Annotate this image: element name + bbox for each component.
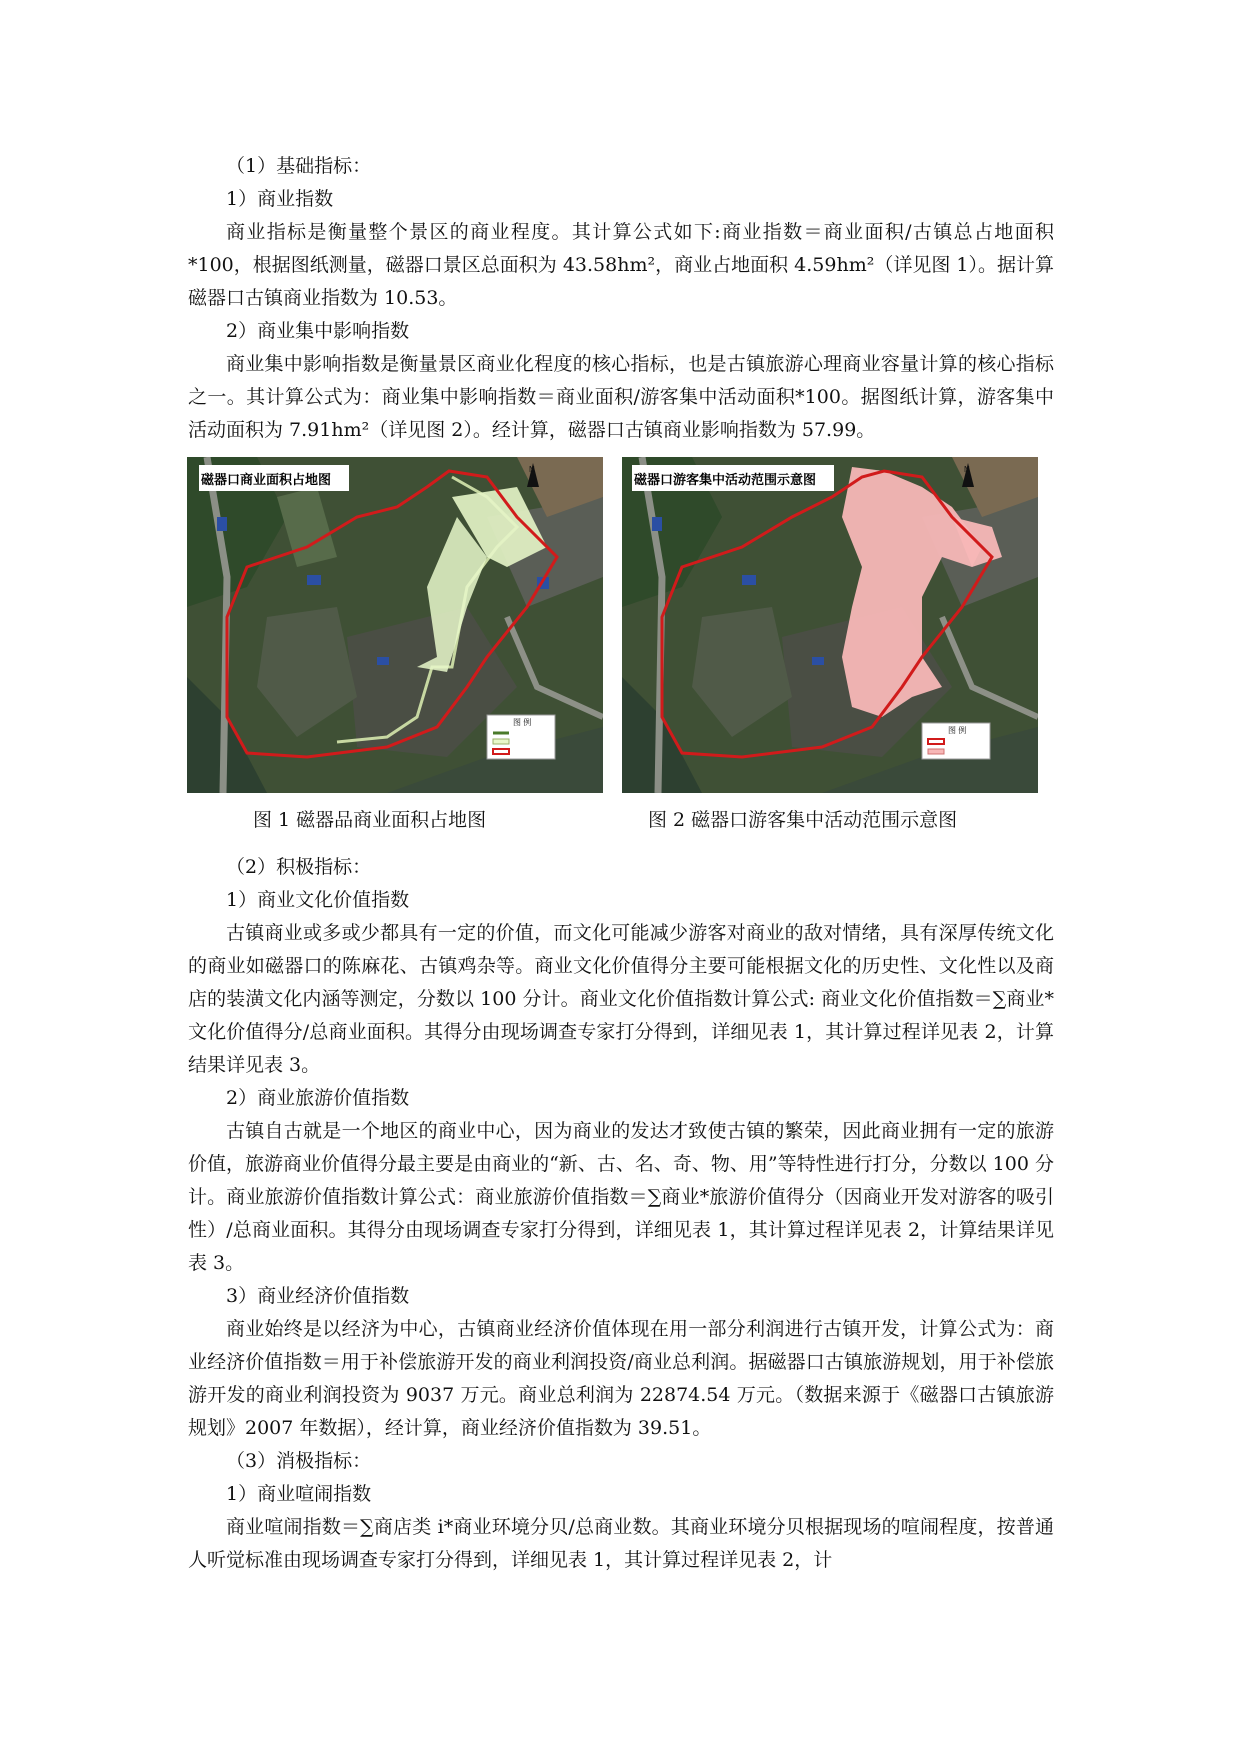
paragraph-economy: 商业始终是以经济为中心，古镇商业经济价值体现在用一部分利润进行古镇开发，计算公式为：商业经济价值指数＝用于补偿旅游开发的商业利润投资/商业总利润。据磁器口古镇旅游规划，用于补偿旅游开发的商业利润投资为 9037 万元。商业总利润为 22874.54 万元。（数据来源于《磁器口古镇旅游规划》2007 年数据），经计算，商业经济价值指数为 39.51。	[188, 1318, 1054, 1439]
tourist-activity-map	[622, 457, 1038, 793]
figure-2	[622, 457, 1038, 835]
map-title-box: 磁器口商业面积占地图	[201, 473, 332, 488]
figure-caption: 图 2 磁器口游客集中活动范围示意图	[648, 809, 958, 831]
map-legend-title: 图 例	[948, 726, 967, 735]
section-heading-positive: （2）积极指标：	[226, 856, 372, 878]
map-legend-title: 图 例	[513, 718, 532, 727]
document-body	[188, 150, 1054, 1577]
map-title-box: 磁器口游客集中活动范围示意图	[634, 473, 817, 488]
section-heading-negative: （3）消极指标：	[226, 1450, 372, 1472]
paragraph-culture: 古镇商业或多或少都具有一定的价值，而文化可能减少游客对商业的敌对情绪，具有深厚传统文化的商业如磁器口的陈麻花、古镇鸡杂等。商业文化价值得分主要可能根据文化的历史性、文化性以及商店的装潢文化内涵等测定，分数以 100 分计。商业文化价值指数计算公式: 商业文化价值指数＝∑商业*文化价值得分/总商业面积。其得分由现场调查专家打分得到，详细见表 1，其计算过程详见表 2，计算结果详见表 3。	[188, 922, 1054, 1076]
figure-caption: 图 1 磁器品商业面积占地图	[253, 809, 487, 831]
paragraph-commerce-index: 商业指标是衡量整个景区的商业程度。其计算公式如下:商业指数＝商业面积/古镇总占地面积*100，根据图纸测量，磁器口景区总面积为 43.58hm²，商业占地面积 4.59hm²（详见图 1）。据计算磁器口古镇商业指数为 10.53。	[188, 221, 1054, 309]
subheading-culture: 1）商业文化价值指数	[226, 889, 410, 911]
figure-1	[187, 457, 603, 835]
paragraph-noise: 商业喧闹指数＝∑商店类 i*商业环境分贝/总商业数。其商业环境分贝根据现场的喧闹程度，按普通人听觉标准由现场调查专家打分得到，详细见表 1，其计算过程详见表 2，计	[188, 1516, 1054, 1571]
compass-north-label: N	[964, 465, 970, 474]
section-heading-basic: （1）基础指标：	[226, 155, 372, 177]
figures-row	[188, 457, 1054, 851]
commercial-area-map	[187, 457, 603, 793]
paragraph-concentration: 商业集中影响指数是衡量景区商业化程度的核心指标，也是古镇旅游心理商业容量计算的核心指标之一。其计算公式为：商业集中影响指数＝商业面积/游客集中活动面积*100。据图纸计算，游客集中活动面积为 7.91hm²（详见图 2）。经计算，磁器口古镇商业影响指数为 57.99。	[188, 353, 1054, 441]
subheading-tourism: 2）商业旅游价值指数	[226, 1087, 410, 1109]
subheading-noise: 1）商业喧闹指数	[226, 1483, 372, 1505]
subheading-commerce-index: 1）商业指数	[226, 188, 334, 210]
paragraph-tourism: 古镇自古就是一个地区的商业中心，因为商业的发达才致使古镇的繁荣，因此商业拥有一定的旅游价值，旅游商业价值得分最主要是由商业的“新、古、名、奇、物、用”等特性进行打分，分数以 100 分计。商业旅游价值指数计算公式：商业旅游价值指数＝∑商业*旅游价值得分（因商业开发对游客的吸引性）/总商业面积。其得分由现场调查专家打分得到，详细见表 1，其计算过程详见表 2，计算结果详见表 3。	[188, 1120, 1054, 1274]
compass-north-label: N	[529, 465, 535, 474]
subheading-economy: 3）商业经济价值指数	[226, 1285, 410, 1307]
subheading-concentration: 2）商业集中影响指数	[226, 320, 410, 342]
